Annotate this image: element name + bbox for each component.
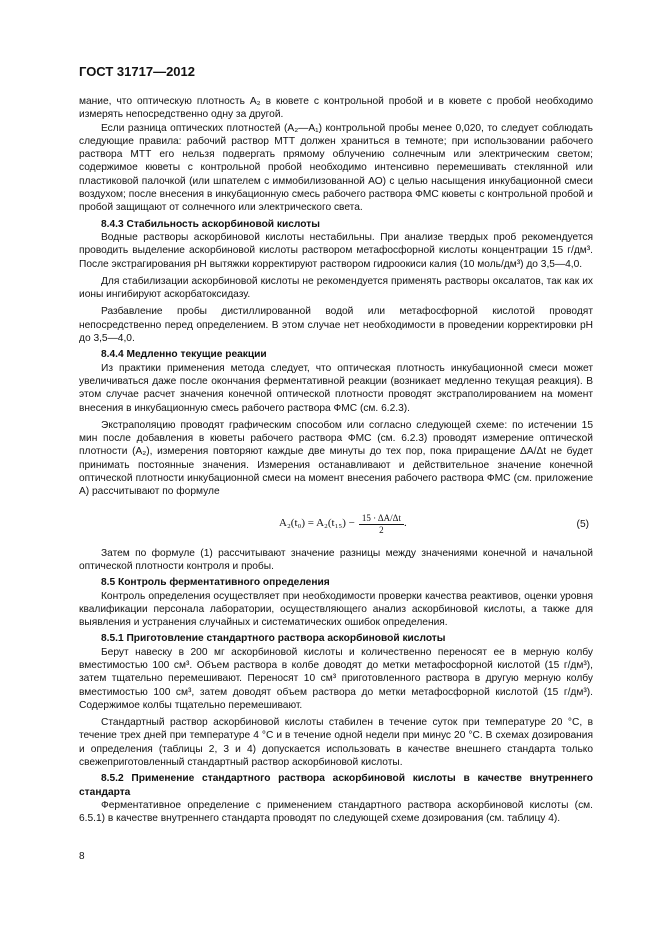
formula-lhs: A₂(t₀) = A₂(t₁₅) − (279, 517, 355, 530)
document-header: ГОСТ 31717—2012 (79, 64, 195, 79)
paragraph: Контроль определения осуществляет при необходимости проверки качества реактивов, оценки уровня квалификации персонала лаборатории, осуществляющего анализ аскорбиновой кислоты, а также для выявления и устранения случайных и систематических ошибок определения. (79, 590, 593, 629)
paragraph: Для стабилизации аскорбиновой кислоты не рекомендуется применять растворы оксалатов, так как их ионы ингибируют аскорбатоксидазу. (79, 275, 593, 301)
section-heading-8-5: 8.5 Контроль ферментативного определения (101, 577, 330, 589)
page-number: 8 (79, 851, 85, 862)
paragraph: Ферментативное определение с применением стандартного раствора аскорбиновой кислоты (см. 6.5.1) в качестве внутреннего стандарта проводят по следующей схеме дозирования (см. таблицу 4). (79, 799, 593, 825)
paragraph: Если разница оптических плотностей (A₂—A₁) контрольной пробы менее 0,020, то следует соблюдать следующие правила: рабочий раствор МТТ должен храниться в темноте; при использовании рабочего раствора МТТ его нельзя подвергать прямому облучению солнечным или электрическим светом; содержимое кюветы с контрольной пробой необходимо интенсивно перемешивать стеклянной или пластиковой палочкой (или шпателем с иммобилизованной АО) с целью насыщения инкубационной смеси воздухом; после внесения в инкубационную смесь рабочего раствора ФМС кюветы с контрольной пробой и пробой защищают от солнечного или электрического света. (79, 122, 593, 214)
section-heading-8-5-1: 8.5.1 Приготовление стандартного раствора аскорбиновой кислоты (101, 633, 446, 645)
section-heading-8-4-4: 8.4.4 Медленно текущие реакции (101, 349, 267, 361)
formula-denominator: 2 (379, 524, 384, 535)
paragraph: Разбавление пробы дистиллированной водой или метафосфорной кислотой проводят непосредственно перед определением. В этом случае нет необходимости в проведении корректировки pH до 3,5—4,0. (79, 306, 593, 345)
formula-5 (79, 507, 593, 541)
paragraph: Экстраполяцию проводят графическим способом или согласно следующей схеме: по истечении 15 мин после добавления в кюветы рабочего раствора ФМС (см. 6.2.3) проводят измерение оптической плотности (A₂), измерения повторяют каждые две минуты до тех пор, пока приращение ΔA/Δt не будет принимать постоянные значения. Измерения останавливают и действительное значение конечной оптической плотности инкубационной смеси на момент внесения рабочего раствора ФМС (см. приложение А) рассчитывают по формуле (79, 419, 593, 498)
paragraph: Стандартный раствор аскорбиновой кислоты стабилен в течение суток при температуре 20 °С, в течение трех дней при температуре 4 °С и в течение одной недели при минус 20 °С. В схемах дозирования и определения (таблицы 2, 3 и 4) допускается использовать в качестве внешнего стандарта только свежеприготовленный стандартный раствор аскорбиновой кислоты. (79, 717, 593, 769)
formula-expression (279, 513, 407, 536)
formula-number: (5) (576, 518, 589, 530)
paragraph: Берут навеску в 200 мг аскорбиновой кислоты и количественно переносят ее в мерную колбу вместимостью 100 см³. Объем раствора в колбе доводят до метки метафосфорной кислотой (15 г/дм³), затем тщательно перемешивают. Переносят 10 см³ приготовленного раствора в другую мерную колбу вместимостью 100 см³, затем доводят объем раствора до метки метафосфорной кислотой (15 г/дм³). Содержимое колбы тщательно перемешивают. (79, 646, 593, 711)
section-heading-8-4-3: 8.4.3 Стабильность аскорбиновой кислоты (101, 218, 320, 230)
formula-numerator: 15 · ΔA/Δt (359, 513, 404, 525)
section-heading-8-5-2: 8.5.2 Применение стандартного раствора аскорбиновой кислоты в качестве внутреннего стандарта (79, 773, 593, 798)
document-body (79, 95, 593, 826)
paragraph: мание, что оптическую плотность A₂ в кювете с контрольной пробой и в кювете с пробой необходимо измерять непосредственно одну за другой. (79, 96, 593, 121)
paragraph: Водные растворы аскорбиновой кислоты нестабильны. При анализе твердых проб рекомендуется проводить выделение аскорбиновой кислоты раствором метафосфорной кислоты концентрации 15 г/дм³. После экстрагирования pH вытяжки корректируют раствором гидроокиси калия (10 моль/дм³) до 3,5—4,0. (79, 231, 593, 270)
paragraph: Затем по формуле (1) рассчитывают значение разницы между значениями конечной и начальной оптической плотности контроля и пробы. (79, 547, 593, 572)
formula-tail: . (403, 517, 407, 530)
formula-fraction (359, 513, 404, 536)
paragraph: Из практики применения метода следует, что оптическая плотность инкубационной смеси может увеличиваться даже после окончания ферментативной реакции (возникает медленно текущая реакция). В этом случае расчет значения конечной оптической плотности проводят экстраполированием на момент внесения в инкубационную смесь рабочего раствора ФМС (см. 6.2.3). (79, 362, 593, 414)
